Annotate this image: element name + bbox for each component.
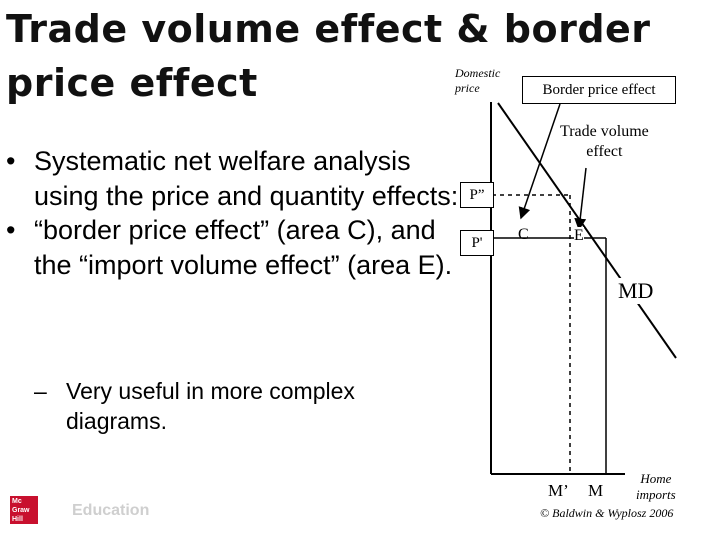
y-axis-label-line-2: price — [455, 81, 480, 95]
logo-text-line-3: Hill — [12, 516, 23, 523]
trade-volume-label-line-2: effect — [586, 143, 623, 160]
qty-low-label: M’ — [548, 481, 569, 500]
bullet-symbol: • — [6, 215, 16, 245]
publisher-logo — [10, 496, 38, 524]
area-e-label: E — [574, 227, 584, 244]
sub-bullet-symbol: – — [34, 378, 47, 404]
price-low-box — [460, 230, 494, 256]
slide-title-line-1: Trade volume effect & border — [6, 7, 651, 51]
qty-high-label: M — [588, 481, 604, 500]
area-c-label: C — [518, 226, 529, 243]
copyright-text: © Baldwin & Wyplosz 2006 — [540, 506, 674, 520]
bullet-text: Systematic net welfare analysis using the price and quantity effects: — [34, 146, 459, 211]
slide-title-line-2: price effect — [6, 61, 258, 105]
x-axis-label-line-2: imports — [636, 487, 676, 502]
logo-text-line-1: Mc — [12, 498, 22, 505]
bullet-text: “border price effect” (area C), and the “import volume effect” (area E). — [34, 215, 453, 280]
publisher-logo-word: Education — [72, 502, 150, 519]
border-price-arrow — [521, 104, 560, 218]
price-high-box — [460, 182, 494, 208]
logo-text-line-2: Graw — [12, 507, 30, 514]
x-axis-label — [636, 471, 676, 503]
bullet-symbol: • — [6, 146, 16, 176]
price-high-label: P” — [469, 187, 485, 203]
border-price-effect-box — [522, 76, 676, 104]
trade-volume-label-line-1: Trade volume — [560, 123, 649, 140]
x-axis-label-line-1: Home — [640, 471, 672, 486]
sub-bullet-text: Very useful in more complex diagrams. — [66, 378, 355, 434]
price-low-label: P' — [471, 235, 483, 251]
y-axis-label — [455, 66, 500, 96]
y-axis-label-line-1: Domestic — [455, 66, 501, 80]
trade-volume-arrow — [579, 168, 586, 229]
trade-volume-label — [556, 122, 653, 162]
md-label: MD — [618, 278, 654, 303]
border-price-effect-label: Border price effect — [542, 82, 656, 98]
